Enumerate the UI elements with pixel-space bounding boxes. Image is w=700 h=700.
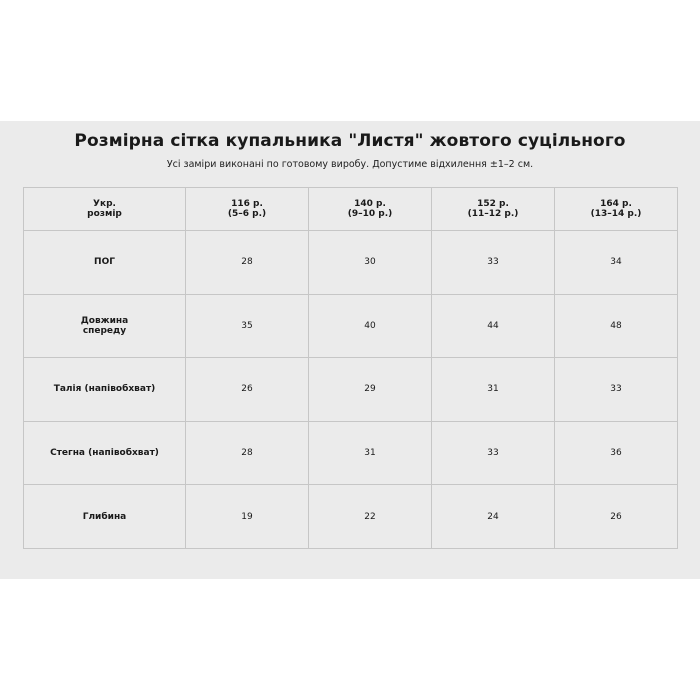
table-cell: 31 bbox=[309, 421, 432, 485]
page-title: Розмірна сітка купальника "Листя" жовтого суцільного bbox=[74, 131, 626, 151]
table-cell: 29 bbox=[309, 358, 432, 422]
header-line: 164 р. bbox=[600, 198, 632, 209]
table-row bbox=[24, 358, 678, 422]
table-cell: 22 bbox=[309, 485, 432, 549]
table-cell: 34 bbox=[555, 231, 678, 295]
page-subtitle: Усі заміри виконані по готовому виробу. Допустиме відхилення ±1–2 см. bbox=[166, 159, 534, 170]
table-cell: 33 bbox=[432, 231, 555, 295]
table-cell: 33 bbox=[432, 421, 555, 485]
table-cell: 28 bbox=[186, 231, 309, 295]
table-header-row bbox=[24, 188, 678, 231]
size-chart-table bbox=[23, 187, 678, 549]
row-label: Талія (напівобхват) bbox=[24, 358, 186, 422]
header-line: розмір bbox=[87, 209, 122, 219]
header-cell-116 bbox=[186, 188, 309, 231]
table-cell: 30 bbox=[309, 231, 432, 295]
row-label: ПОГ bbox=[24, 231, 186, 295]
table-cell: 28 bbox=[186, 421, 309, 485]
table-cell: 44 bbox=[432, 294, 555, 358]
table-cell: 36 bbox=[555, 421, 678, 485]
table-cell: 31 bbox=[432, 358, 555, 422]
table-row bbox=[24, 485, 678, 549]
header-line: (5–6 р.) bbox=[227, 209, 267, 219]
table-cell: 19 bbox=[186, 485, 309, 549]
row-label-line: Довжина bbox=[80, 315, 129, 326]
table-row bbox=[24, 231, 678, 295]
row-label: Глибина bbox=[24, 485, 186, 549]
table-cell: 33 bbox=[555, 358, 678, 422]
header-line: (11–12 р.) bbox=[467, 209, 519, 219]
header-cell-152 bbox=[432, 188, 555, 231]
header-line: Укр. bbox=[93, 198, 116, 209]
table-row bbox=[24, 421, 678, 485]
row-label: Стегна (напівобхват) bbox=[24, 421, 186, 485]
table-cell: 24 bbox=[432, 485, 555, 549]
table-cell: 40 bbox=[309, 294, 432, 358]
header-line: (13–14 р.) bbox=[590, 209, 642, 219]
row-label-line: спереду bbox=[82, 325, 127, 336]
header-line: 152 р. bbox=[477, 198, 509, 209]
header-line: (9–10 р.) bbox=[347, 209, 393, 219]
table-cell: 26 bbox=[186, 358, 309, 422]
header-line: 140 р. bbox=[354, 198, 386, 209]
row-label bbox=[24, 294, 186, 358]
table-cell: 26 bbox=[555, 485, 678, 549]
table-row bbox=[24, 294, 678, 358]
header-cell-140 bbox=[309, 188, 432, 231]
table-cell: 48 bbox=[555, 294, 678, 358]
header-cell-size bbox=[24, 188, 186, 231]
header-cell-164 bbox=[555, 188, 678, 231]
header-line: 116 р. bbox=[231, 198, 263, 209]
table-cell: 35 bbox=[186, 294, 309, 358]
